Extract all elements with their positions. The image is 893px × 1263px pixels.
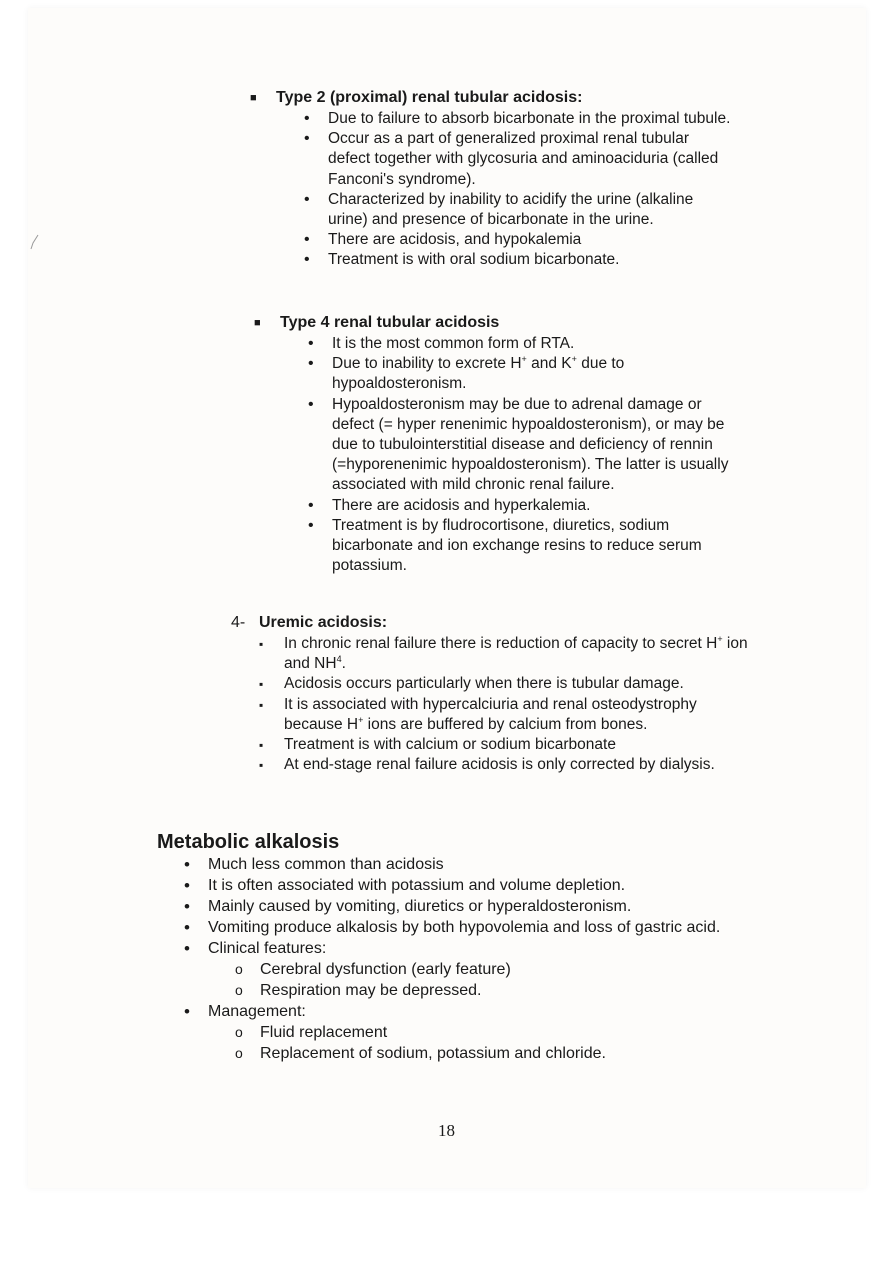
management-label: Management:	[208, 1003, 306, 1020]
list-item: • Mainly caused by vomiting, diuretics or hyperaldosteronism.	[208, 896, 728, 917]
square-bullet-icon: ■	[254, 317, 261, 329]
list-item: • Much less common than acidosis	[208, 854, 728, 875]
list-item: • Hypoaldosteronism may be due to adrenal damage or defect (= hyper renenimic hypoaldosteronism), or may be due to tubulointerstitial disease and deficiency of rennin (=hyporenenimic hypoaldosteronism). The latter is usually associated with mild chronic renal failure.	[332, 395, 742, 496]
management-list	[260, 1022, 728, 1064]
type4-heading-text: Type 4 renal tubular acidosis	[280, 314, 500, 331]
type2-heading-text: Type 2 (proximal) renal tubular acidosis:	[276, 89, 583, 106]
page-number: 18	[438, 1121, 455, 1140]
list-item: o Cerebral dysfunction (early feature)	[260, 959, 728, 980]
list-item	[208, 1001, 728, 1064]
list-item: • Due to inability to excrete H+ and K+ due to hypoaldosteronism.	[332, 354, 742, 394]
uremic-list	[284, 634, 749, 775]
list-item	[208, 938, 728, 1001]
list-item: • There are acidosis and hyperkalemia.	[332, 496, 742, 516]
list-item: o Replacement of sodium, potassium and chloride.	[260, 1043, 728, 1064]
section-title: Metabolic alkalosis	[157, 831, 340, 853]
uremic-heading-text: Uremic acidosis:	[259, 614, 388, 631]
type4-section	[254, 313, 760, 576]
list-item: ▪ At end-stage renal failure acidosis is only corrected by dialysis.	[284, 755, 749, 775]
list-item: • Characterized by inability to acidify the urine (alkaline urine) and presence of bicarbonate in the urine.	[328, 190, 733, 230]
list-item: o Respiration may be depressed.	[260, 980, 728, 1001]
list-item: • It is the most common form of RTA.	[332, 334, 742, 354]
list-item: • Vomiting produce alkalosis by both hypovolemia and loss of gastric acid.	[208, 917, 728, 938]
list-item: ▪ Acidosis occurs particularly when there is tubular damage.	[284, 674, 749, 694]
uremic-section	[231, 613, 759, 775]
list-item: o Fluid replacement	[260, 1022, 728, 1043]
pencil-mark	[30, 234, 40, 250]
clinical-features-label: Clinical features:	[208, 940, 327, 957]
type2-heading	[250, 88, 756, 108]
list-item: • It is often associated with potassium and volume depletion.	[208, 875, 728, 896]
clinical-features-list	[260, 959, 728, 1001]
list-item: • Treatment is by fludrocortisone, diuretics, sodium bicarbonate and ion exchange resins to reduce serum potassium.	[332, 516, 742, 577]
list-item: • There are acidosis, and hypokalemia	[328, 230, 733, 250]
type4-heading	[254, 313, 760, 333]
list-item: ▪ It is associated with hypercalciuria and renal osteodystrophy because H+ ions are buffered by calcium from bones.	[284, 695, 749, 735]
list-item: ▪ Treatment is with calcium or sodium bicarbonate	[284, 735, 749, 755]
type2-list	[328, 109, 733, 271]
list-item: • Treatment is with oral sodium bicarbonate.	[328, 250, 733, 270]
list-item: ▪ In chronic renal failure there is reduction of capacity to secret H+ ion and $NH^4$.	[284, 634, 749, 674]
list-item: • Occur as a part of generalized proximal renal tubular defect together with glycosuria and aminoaciduria (called Fanconi's syndrome).	[328, 129, 733, 190]
uremic-heading	[231, 613, 759, 633]
type2-section	[250, 88, 756, 271]
type4-list	[332, 334, 742, 576]
square-bullet-icon: ■	[250, 92, 257, 104]
metabolic-alkalosis-section	[157, 830, 757, 1064]
alkalosis-list	[208, 854, 728, 1064]
list-item: • Due to failure to absorb bicarbonate in the proximal tubule.	[328, 109, 733, 129]
section-number: 4-	[231, 614, 246, 631]
